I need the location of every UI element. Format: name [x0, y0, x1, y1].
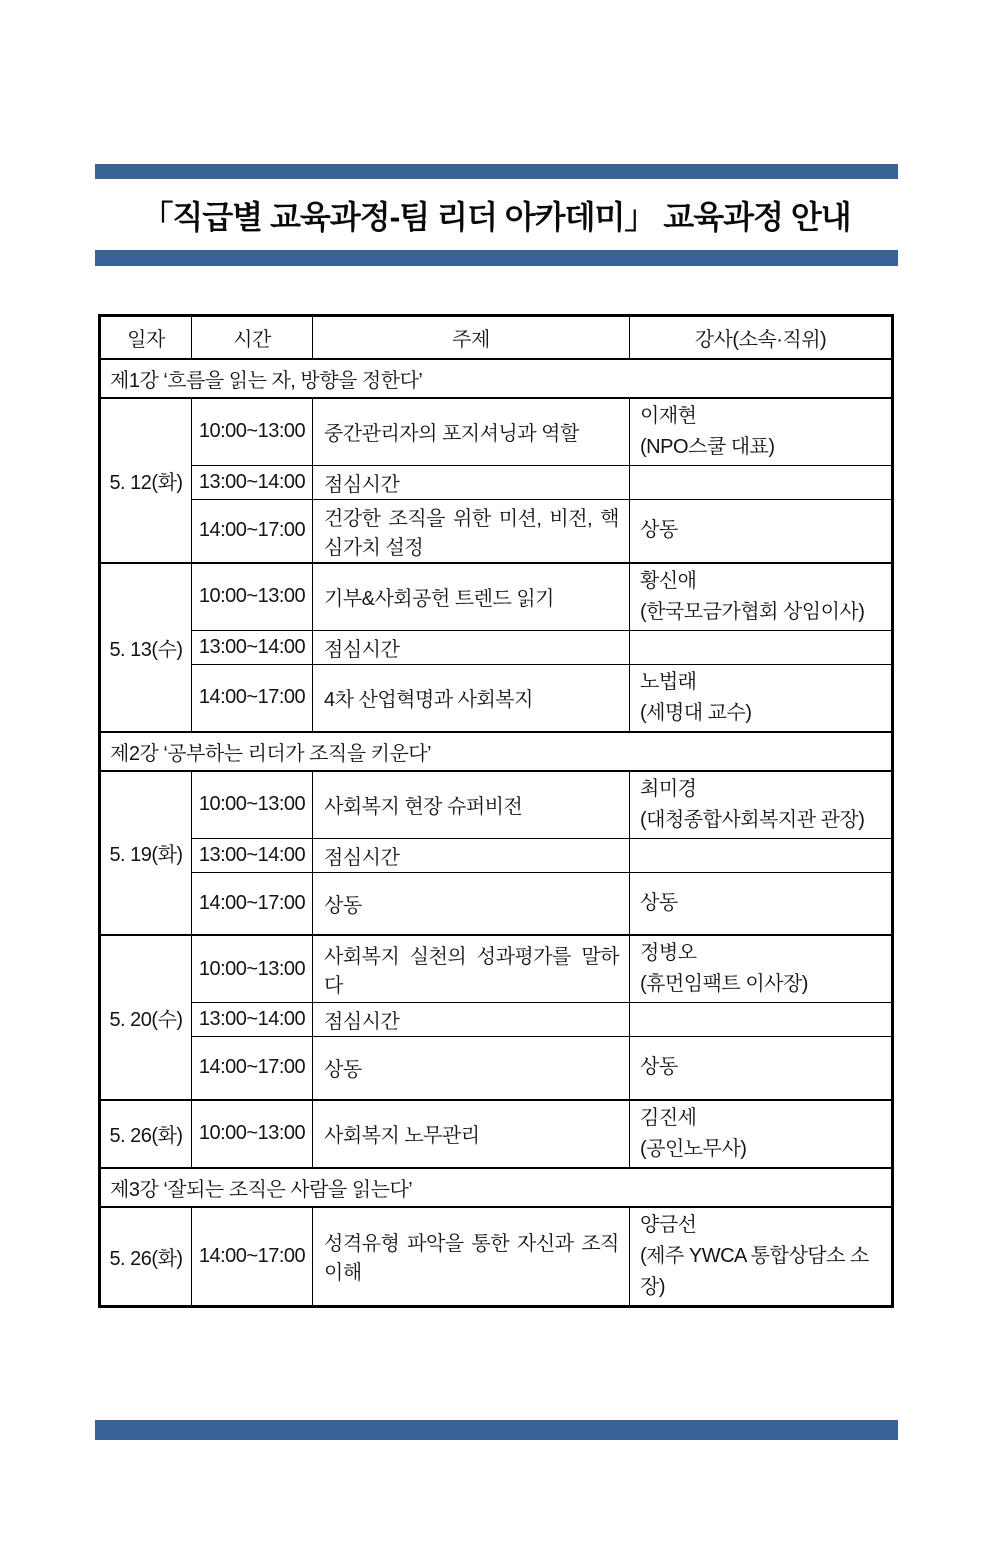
table-row	[100, 499, 893, 563]
header-date: 일자	[100, 316, 192, 359]
topic-cell: 상동	[313, 872, 630, 935]
instructor-affiliation: (제주 YWCA 통합상담소 소장)	[640, 1244, 869, 1298]
instructor-cell	[630, 499, 893, 563]
instructor-cell	[630, 398, 893, 466]
table-row	[100, 1100, 893, 1168]
instructor-cell	[630, 872, 893, 935]
instructor-cell	[630, 838, 893, 872]
topic-cell: 4차 산업혁명과 사회복지	[313, 664, 630, 732]
topic-cell: 점심시간	[313, 465, 630, 499]
section-label: 제1강 ‘흐름을 읽는 자, 방향을 정한다’	[100, 359, 893, 398]
time-cell: 13:00~14:00	[192, 630, 313, 664]
time-cell: 14:00~17:00	[192, 499, 313, 563]
topic-cell: 사회복지 실천의 성과평가를 말하다	[313, 935, 630, 1003]
instructor-cell	[630, 630, 893, 664]
instructor-name: 상동	[640, 891, 678, 914]
instructor-cell	[630, 1207, 893, 1307]
time-cell: 10:00~13:00	[192, 935, 313, 1003]
instructor-name: 황신애	[640, 569, 697, 592]
top-accent-bar	[95, 164, 898, 179]
instructor-cell	[630, 563, 893, 631]
instructor-cell	[630, 1003, 893, 1037]
time-cell: 14:00~17:00	[192, 1037, 313, 1100]
time-cell: 14:00~17:00	[192, 664, 313, 732]
time-cell: 10:00~13:00	[192, 398, 313, 466]
instructor-name: 상동	[640, 1056, 678, 1079]
section-row	[100, 1168, 893, 1207]
table-row	[100, 630, 893, 664]
header-time: 시간	[192, 316, 313, 359]
table-row	[100, 398, 893, 466]
instructor-affiliation: (NPO스쿨 대표)	[640, 435, 775, 458]
topic-cell: 사회복지 노무관리	[313, 1100, 630, 1168]
time-cell: 10:00~13:00	[192, 1100, 313, 1168]
instructor-cell	[630, 465, 893, 499]
table-row	[100, 563, 893, 631]
instructor-cell	[630, 771, 893, 839]
table-row	[100, 872, 893, 935]
topic-cell: 중간관리자의 포지셔닝과 역할	[313, 398, 630, 466]
title-underline-bar	[95, 250, 898, 266]
topic-cell: 점심시간	[313, 630, 630, 664]
section-row	[100, 732, 893, 771]
time-cell: 13:00~14:00	[192, 1003, 313, 1037]
topic-cell: 점심시간	[313, 1003, 630, 1037]
document-page	[95, 164, 898, 1440]
time-cell: 10:00~13:00	[192, 563, 313, 631]
section-row	[100, 359, 893, 398]
table-row	[100, 1207, 893, 1307]
instructor-name: 양금선	[640, 1213, 697, 1236]
instructor-cell	[630, 1037, 893, 1100]
instructor-affiliation: (공인노무사)	[640, 1137, 747, 1160]
date-cell: 5. 26(화)	[100, 1100, 192, 1168]
time-cell: 14:00~17:00	[192, 872, 313, 935]
table-row	[100, 664, 893, 732]
date-cell: 5. 19(화)	[100, 771, 192, 936]
schedule-table-header	[100, 316, 893, 359]
topic-cell: 점심시간	[313, 838, 630, 872]
instructor-name: 정병오	[640, 942, 697, 964]
date-cell: 5. 26(화)	[100, 1207, 192, 1307]
header-row	[100, 316, 893, 359]
instructor-affiliation: (휴먼임팩트 이사장)	[640, 973, 808, 995]
date-cell: 5. 13(수)	[100, 563, 192, 732]
instructor-affiliation: (대청종합사회복지관 관장)	[640, 808, 865, 831]
time-cell: 14:00~17:00	[192, 1207, 313, 1307]
topic-cell: 사회복지 현장 슈퍼비전	[313, 771, 630, 839]
instructor-cell	[630, 935, 893, 1003]
table-row	[100, 838, 893, 872]
time-cell: 13:00~14:00	[192, 465, 313, 499]
instructor-name: 김진세	[640, 1106, 697, 1129]
instructor-cell	[630, 664, 893, 732]
instructor-name: 최미경	[640, 777, 697, 800]
table-row	[100, 771, 893, 839]
bottom-accent-bar	[95, 1420, 898, 1440]
instructor-affiliation: (한국모금가협회 상임이사)	[640, 600, 865, 623]
time-cell: 10:00~13:00	[192, 771, 313, 839]
instructor-name: 노법래	[640, 670, 697, 693]
instructor-cell	[630, 1100, 893, 1168]
instructor-name: 이재현	[640, 404, 697, 427]
header-instructor: 강사(소속·직위)	[630, 316, 893, 359]
topic-cell: 성격유형 파악을 통한 자신과 조직 이해	[313, 1207, 630, 1307]
table-row	[100, 935, 893, 1003]
table-row	[100, 465, 893, 499]
table-row	[100, 1037, 893, 1100]
table-row	[100, 1003, 893, 1037]
topic-cell: 상동	[313, 1037, 630, 1100]
section-label: 제3강 ‘잘되는 조직은 사람을 읽는다’	[100, 1168, 893, 1207]
schedule-table	[98, 314, 894, 1308]
topic-cell: 건강한 조직을 위한 미션, 비전, 핵심가치 설정	[313, 499, 630, 563]
date-cell: 5. 20(수)	[100, 935, 192, 1100]
topic-cell: 기부&사회공헌 트렌드 읽기	[313, 563, 630, 631]
schedule-table-body	[100, 359, 893, 1307]
instructor-affiliation: (세명대 교수)	[640, 701, 752, 724]
instructor-name: 상동	[640, 519, 678, 541]
time-cell: 13:00~14:00	[192, 838, 313, 872]
header-topic: 주제	[313, 316, 630, 359]
date-cell: 5. 12(화)	[100, 398, 192, 563]
section-label: 제2강 ‘공부하는 리더가 조직을 키운다’	[100, 732, 893, 771]
page-title: 「직급별 교육과정-팀 리더 아카데미」 교육과정 안내	[141, 199, 851, 235]
